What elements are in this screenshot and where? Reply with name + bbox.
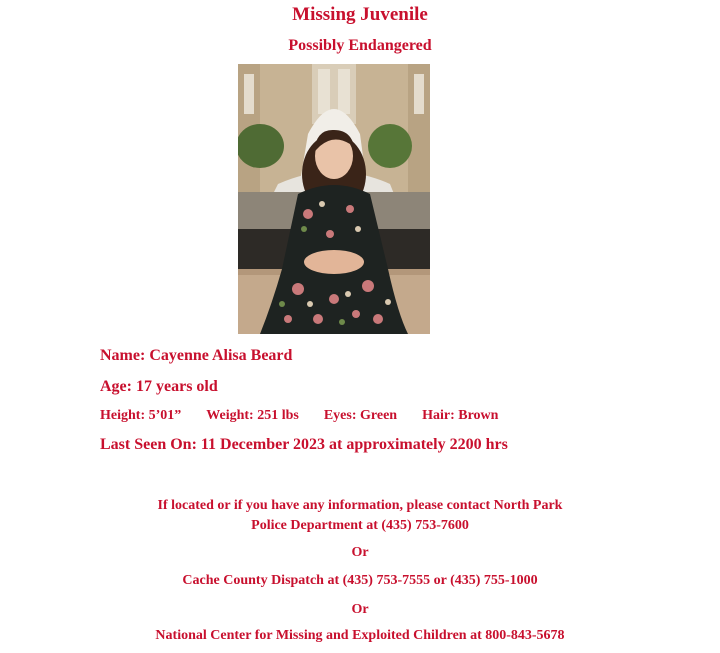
- hair-field: Hair: Brown: [422, 408, 499, 423]
- missing-person-photo: [238, 64, 430, 334]
- poster-subtitle: Possibly Endangered: [288, 37, 432, 54]
- dispatch-contact: Cache County Dispatch at (435) 753-7555 or (435) 755-1000: [182, 573, 538, 588]
- contact-line-1: If located or if you have any information, please contact North Park: [157, 498, 563, 513]
- weight-field: Weight: 251 lbs: [206, 408, 299, 423]
- contact-instructions: [90, 496, 630, 536]
- ncmec-contact: National Center for Missing and Exploited Children at 800-843-5678: [155, 628, 565, 643]
- last-seen-field: Last Seen On: 11 December 2023 at approximately 2200 hrs: [100, 436, 508, 453]
- physical-description: [100, 408, 498, 424]
- or-separator: Or: [351, 602, 369, 617]
- or-separator: Or: [351, 545, 369, 560]
- height-field: Height: 5’01”: [100, 408, 182, 423]
- eyes-field: Eyes: Green: [323, 408, 398, 423]
- contact-line-2: Police Department at (435) 753-7600: [251, 518, 469, 533]
- age-field: Age: 17 years old: [100, 378, 218, 395]
- poster-title: Missing Juvenile: [292, 4, 428, 25]
- name-field: Name: Cayenne Alisa Beard: [100, 347, 293, 364]
